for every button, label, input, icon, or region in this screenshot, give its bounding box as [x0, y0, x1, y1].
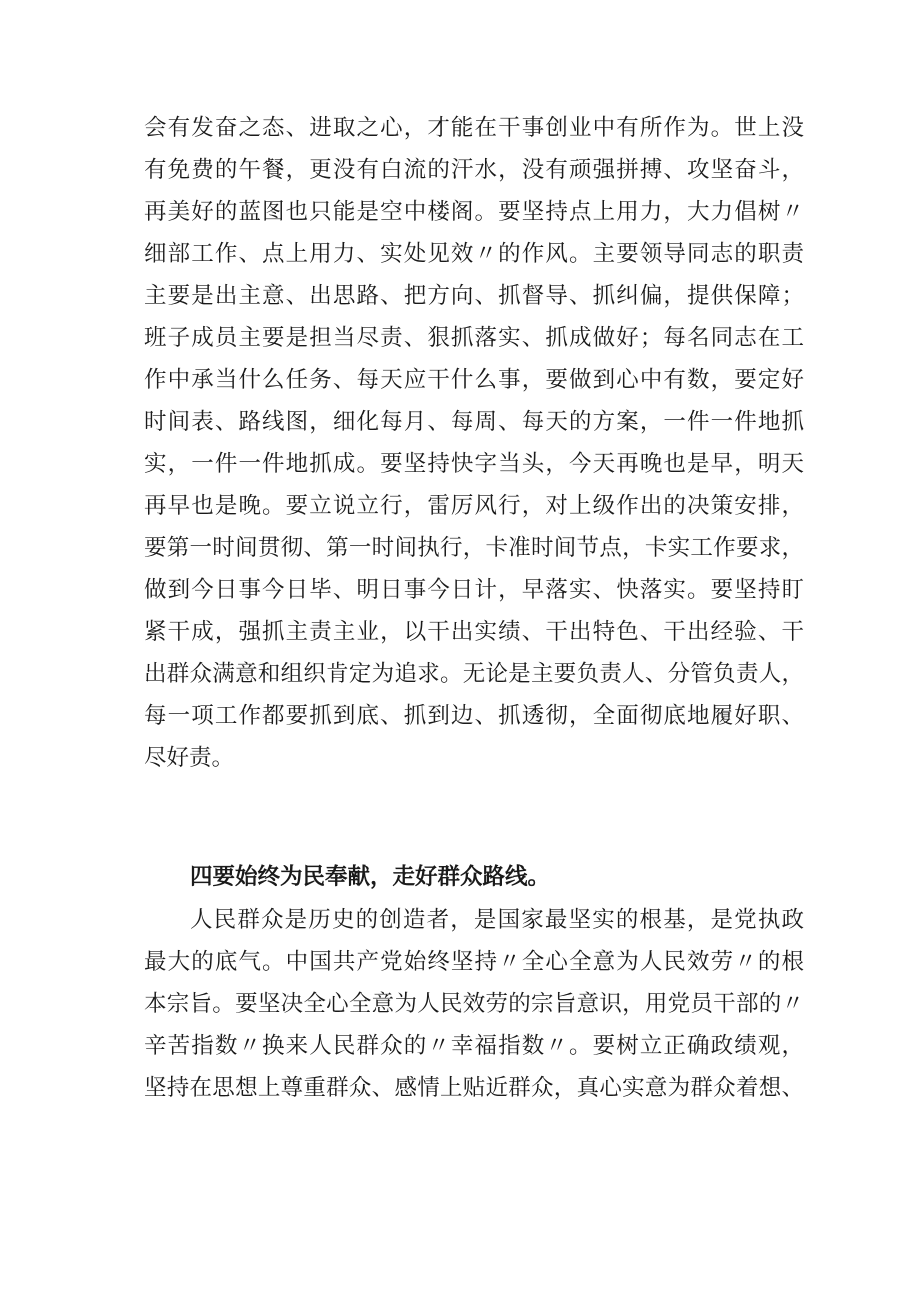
paragraph-line: 再美好的蓝图也只能是空中楼阁。要坚持点上用力，大力倡树〃	[144, 199, 804, 225]
paragraph-line: 坚持在思想上尊重群众、感情上贴近群众，真心实意为群众着想、	[144, 1075, 804, 1101]
paragraph-line: 每一项工作都要抓到底、抓到边、抓透彻，全面彻底地履好职、	[144, 703, 804, 729]
paragraph-line: 会有发奋之态、进取之心，才能在干事创业中有所作为。世上没	[144, 115, 804, 141]
paragraph-line: 人民群众是历史的创造者，是国家最坚实的根基，是党执政	[190, 907, 804, 933]
paragraph-line: 本宗旨。要坚决全心全意为人民效劳的宗旨意识，用党员干部的〃	[144, 991, 804, 1017]
paragraph-line: 有免费的午餐，更没有白流的汗水，没有顽强拼搏、攻坚奋斗，	[144, 157, 804, 183]
paragraph-line: 班子成员主要是担当尽责、狠抓落实、抓成做好；每名同志在工	[144, 325, 804, 351]
paragraph-line: 再早也是晚。要立说立行，雷厉风行，对上级作出的决策安排，	[144, 493, 804, 519]
paragraph-line: 作中承当什么任务、每天应干什么事，要做到心中有数，要定好	[144, 367, 804, 393]
body-paragraph-1	[144, 107, 804, 779]
section-heading	[190, 856, 690, 898]
paragraph-line: 细部工作、点上用力、实处见效〃的作风。主要领导同志的职责	[144, 241, 804, 267]
paragraph-line: 时间表、路线图，细化每月、每周、每天的方案，一件一件地抓	[144, 409, 804, 435]
paragraph-line: 出群众满意和组织肯定为追求。无论是主要负责人、分管负责人，	[144, 661, 804, 687]
paragraph-line: 最大的底气。中国共产党始终坚持〃全心全意为人民效劳〃的根	[144, 949, 804, 975]
section-heading-text: 四要始终为民奉献，走好群众路线。	[190, 864, 551, 890]
paragraph-line: 要第一时间贯彻、第一时间执行，卡准时间节点，卡实工作要求，	[144, 535, 804, 561]
paragraph-line: 主要是出主意、出思路、把方向、抓督导、抓纠偏，提供保障；	[144, 283, 804, 309]
paragraph-line: 紧干成，强抓主责主业，以干出实绩、干出特色、干出经验、干	[144, 619, 804, 645]
paragraph-line: 辛苦指数〃换来人民群众的〃幸福指数〃。要树立正确政绩观，	[144, 1033, 804, 1059]
body-paragraph-2	[144, 899, 804, 1109]
paragraph-line: 做到今日事今日毕、明日事今日计，早落实、快落实。要坚持盯	[144, 577, 804, 603]
paragraph-line: 实，一件一件地抓成。要坚持快字当头，今天再晚也是早，明天	[144, 451, 804, 477]
paragraph-line: 尽好责。	[144, 745, 235, 771]
